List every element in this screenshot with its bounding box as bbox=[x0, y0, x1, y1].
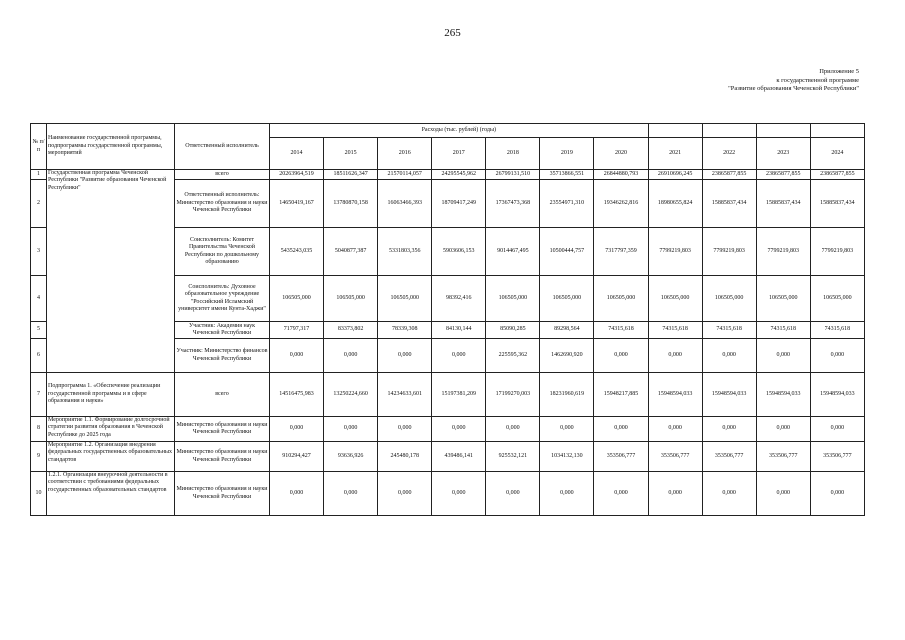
value-cell: 0,000 bbox=[756, 339, 810, 373]
empty-header-cell bbox=[702, 124, 756, 138]
value-cell: 15948594,033 bbox=[756, 373, 810, 417]
value-cell: 15948594,033 bbox=[702, 373, 756, 417]
appendix-line-3: "Развитие образования Чеченской Республики" bbox=[728, 85, 859, 93]
value-cell: 0,000 bbox=[324, 472, 378, 516]
year-header-2018: 2018 bbox=[486, 138, 540, 170]
value-cell: 74315,618 bbox=[648, 322, 702, 339]
value-cell: 0,000 bbox=[540, 472, 594, 516]
value-cell: 106505,000 bbox=[648, 276, 702, 322]
value-cell: 0,000 bbox=[324, 339, 378, 373]
value-cell: 89298,564 bbox=[540, 322, 594, 339]
value-cell: 0,000 bbox=[594, 472, 648, 516]
value-cell: 0,000 bbox=[270, 417, 324, 442]
table-row bbox=[31, 170, 865, 180]
value-cell: 15948594,033 bbox=[810, 373, 864, 417]
value-cell: 14234633,601 bbox=[378, 373, 432, 417]
year-header-2023: 2023 bbox=[756, 138, 810, 170]
year-header-2015: 2015 bbox=[324, 138, 378, 170]
value-cell: 0,000 bbox=[378, 417, 432, 442]
value-cell: 5331803,356 bbox=[378, 228, 432, 276]
executor-cell: всего bbox=[175, 170, 270, 180]
activity-name: Мероприятие 1.1. Формирование долгосрочной стратегии развития образования в Чеченской Республике до 2025 года bbox=[47, 417, 175, 442]
row-number: 3 bbox=[31, 228, 47, 276]
col-header-executor: Ответственный исполнитель bbox=[175, 124, 270, 170]
value-cell: 18511626,347 bbox=[324, 170, 378, 180]
program-name: Государственная программа Чеченской Республики "Развитие образования Чеченской Республики" bbox=[47, 170, 175, 373]
year-header-2014: 2014 bbox=[270, 138, 324, 170]
value-cell: 23554971,310 bbox=[540, 180, 594, 228]
value-cell: 225595,362 bbox=[486, 339, 540, 373]
empty-header-cell bbox=[756, 124, 810, 138]
value-cell: 7799219,803 bbox=[702, 228, 756, 276]
executor-cell: Участник: Министерство финансов Чеченской Республики bbox=[175, 339, 270, 373]
col-header-expenses: Расходы (тыс. рублей) (годы) bbox=[270, 124, 649, 138]
value-cell: 353506,777 bbox=[810, 442, 864, 472]
value-cell: 18709417,249 bbox=[432, 180, 486, 228]
value-cell: 0,000 bbox=[486, 472, 540, 516]
year-header-2016: 2016 bbox=[378, 138, 432, 170]
value-cell: 0,000 bbox=[594, 339, 648, 373]
value-cell: 74315,618 bbox=[594, 322, 648, 339]
value-cell: 15885837,434 bbox=[756, 180, 810, 228]
value-cell: 106505,000 bbox=[270, 276, 324, 322]
value-cell: 353506,777 bbox=[594, 442, 648, 472]
value-cell: 106505,000 bbox=[702, 276, 756, 322]
value-cell: 0,000 bbox=[324, 417, 378, 442]
value-cell: 106505,000 bbox=[378, 276, 432, 322]
value-cell: 7317797,359 bbox=[594, 228, 648, 276]
value-cell: 0,000 bbox=[756, 472, 810, 516]
executor-cell: Министерство образования и науки Чеченской Республики bbox=[175, 417, 270, 442]
activity-name: 1.2.1. Организация внеурочной деятельности в соответствии с требованиями федеральных государственных образовательных стандартов bbox=[47, 472, 175, 516]
page-number: 265 bbox=[444, 27, 461, 39]
value-cell: 353506,777 bbox=[702, 442, 756, 472]
value-cell: 23865877,855 bbox=[756, 170, 810, 180]
value-cell: 84130,144 bbox=[432, 322, 486, 339]
value-cell: 18231960,619 bbox=[540, 373, 594, 417]
row-number: 9 bbox=[31, 442, 47, 472]
row-number: 5 bbox=[31, 322, 47, 339]
value-cell: 7799219,803 bbox=[810, 228, 864, 276]
value-cell: 7799219,803 bbox=[648, 228, 702, 276]
year-header-2017: 2017 bbox=[432, 138, 486, 170]
table-row bbox=[31, 417, 865, 442]
value-cell: 24295545,962 bbox=[432, 170, 486, 180]
empty-header-cell bbox=[810, 124, 864, 138]
value-cell: 9014467,495 bbox=[486, 228, 540, 276]
value-cell: 1034132,130 bbox=[540, 442, 594, 472]
value-cell: 19346262,816 bbox=[594, 180, 648, 228]
value-cell: 26910696,245 bbox=[648, 170, 702, 180]
row-number: 6 bbox=[31, 339, 47, 373]
value-cell: 0,000 bbox=[432, 339, 486, 373]
value-cell: 353506,777 bbox=[648, 442, 702, 472]
value-cell: 26799131,510 bbox=[486, 170, 540, 180]
year-header-2021: 2021 bbox=[648, 138, 702, 170]
value-cell: 71797,317 bbox=[270, 322, 324, 339]
value-cell: 0,000 bbox=[756, 417, 810, 442]
table-row bbox=[31, 373, 865, 417]
executor-cell: Участник: Академия наук Чеченской Республики bbox=[175, 322, 270, 339]
year-header-2024: 2024 bbox=[810, 138, 864, 170]
value-cell: 15948217,885 bbox=[594, 373, 648, 417]
value-cell: 5040877,387 bbox=[324, 228, 378, 276]
row-number: 8 bbox=[31, 417, 47, 442]
appendix-line-1: Приложение 5 bbox=[819, 68, 859, 75]
row-number: 1 bbox=[31, 170, 47, 180]
value-cell: 23865877,855 bbox=[810, 170, 864, 180]
value-cell: 13250224,660 bbox=[324, 373, 378, 417]
value-cell: 0,000 bbox=[540, 417, 594, 442]
value-cell: 17367473,368 bbox=[486, 180, 540, 228]
value-cell: 353506,777 bbox=[756, 442, 810, 472]
table-row bbox=[31, 472, 865, 516]
year-header-2022: 2022 bbox=[702, 138, 756, 170]
value-cell: 0,000 bbox=[810, 417, 864, 442]
value-cell: 0,000 bbox=[486, 417, 540, 442]
value-cell: 17199270,003 bbox=[486, 373, 540, 417]
value-cell: 439486,141 bbox=[432, 442, 486, 472]
value-cell: 0,000 bbox=[270, 472, 324, 516]
row-number: 4 bbox=[31, 276, 47, 322]
value-cell: 245480,178 bbox=[378, 442, 432, 472]
expenses-table bbox=[30, 123, 865, 516]
value-cell: 74315,618 bbox=[756, 322, 810, 339]
value-cell: 93636,926 bbox=[324, 442, 378, 472]
value-cell: 35713866,551 bbox=[540, 170, 594, 180]
value-cell: 98392,416 bbox=[432, 276, 486, 322]
value-cell: 78339,308 bbox=[378, 322, 432, 339]
value-cell: 0,000 bbox=[432, 472, 486, 516]
appendix-line-2: к государственной программе bbox=[776, 76, 859, 84]
value-cell: 910294,427 bbox=[270, 442, 324, 472]
value-cell: 0,000 bbox=[432, 417, 486, 442]
appendix-note bbox=[728, 68, 859, 94]
value-cell: 0,000 bbox=[378, 339, 432, 373]
year-header-2020: 2020 bbox=[594, 138, 648, 170]
value-cell: 106505,000 bbox=[756, 276, 810, 322]
value-cell: 106505,000 bbox=[810, 276, 864, 322]
value-cell: 0,000 bbox=[648, 472, 702, 516]
value-cell: 0,000 bbox=[648, 339, 702, 373]
executor-cell: Соисполнитель: Комитет Правительства Чеченской Республики по дошкольному образованию bbox=[175, 228, 270, 276]
row-number: 7 bbox=[31, 373, 47, 417]
value-cell: 7799219,803 bbox=[756, 228, 810, 276]
expenses-table-body bbox=[31, 124, 865, 516]
value-cell: 5435243,035 bbox=[270, 228, 324, 276]
row-number: 10 bbox=[31, 472, 47, 516]
value-cell: 14516475,983 bbox=[270, 373, 324, 417]
value-cell: 15197381,209 bbox=[432, 373, 486, 417]
value-cell: 1462690,920 bbox=[540, 339, 594, 373]
empty-header-cell bbox=[648, 124, 702, 138]
value-cell: 20263964,519 bbox=[270, 170, 324, 180]
executor-cell: Министерство образования и науки Чеченской Республики bbox=[175, 472, 270, 516]
value-cell: 0,000 bbox=[810, 472, 864, 516]
value-cell: 0,000 bbox=[702, 472, 756, 516]
executor-cell: Министерство образования и науки Чеченской Республики bbox=[175, 442, 270, 472]
value-cell: 15948594,033 bbox=[648, 373, 702, 417]
value-cell: 13780870,158 bbox=[324, 180, 378, 228]
value-cell: 0,000 bbox=[702, 417, 756, 442]
executor-cell: всего bbox=[175, 373, 270, 417]
value-cell: 10500444,757 bbox=[540, 228, 594, 276]
value-cell: 15885837,434 bbox=[810, 180, 864, 228]
value-cell: 83373,802 bbox=[324, 322, 378, 339]
value-cell: 0,000 bbox=[648, 417, 702, 442]
value-cell: 14650419,167 bbox=[270, 180, 324, 228]
value-cell: 26844880,793 bbox=[594, 170, 648, 180]
value-cell: 21570114,057 bbox=[378, 170, 432, 180]
value-cell: 0,000 bbox=[270, 339, 324, 373]
value-cell: 18980655,824 bbox=[648, 180, 702, 228]
header-row-1 bbox=[31, 124, 865, 138]
value-cell: 106505,000 bbox=[486, 276, 540, 322]
value-cell: 15885837,434 bbox=[702, 180, 756, 228]
value-cell: 106505,000 bbox=[594, 276, 648, 322]
executor-cell: Ответственный исполнитель: Министерство образования и науки Чеченской Республики bbox=[175, 180, 270, 228]
value-cell: 0,000 bbox=[702, 339, 756, 373]
year-header-2019: 2019 bbox=[540, 138, 594, 170]
value-cell: 0,000 bbox=[594, 417, 648, 442]
value-cell: 16063466,393 bbox=[378, 180, 432, 228]
value-cell: 0,000 bbox=[378, 472, 432, 516]
subprogram-name: Подпрограмма 1. «Обеспечение реализации государственной программы и в сфере образования и науки» bbox=[47, 373, 175, 417]
value-cell: 106505,000 bbox=[324, 276, 378, 322]
executor-cell: Соисполнитель: Духовное образовательное учреждение "Российский Исламский университет имени Кунта-Хаджи" bbox=[175, 276, 270, 322]
value-cell: 0,000 bbox=[810, 339, 864, 373]
activity-name: Мероприятие 1.2. Организация внедрения федеральных государственных образовательных стандартов bbox=[47, 442, 175, 472]
value-cell: 85090,285 bbox=[486, 322, 540, 339]
col-header-number: № п/п bbox=[31, 124, 47, 170]
value-cell: 5903606,153 bbox=[432, 228, 486, 276]
value-cell: 74315,618 bbox=[810, 322, 864, 339]
value-cell: 74315,618 bbox=[702, 322, 756, 339]
value-cell: 925532,121 bbox=[486, 442, 540, 472]
row-number: 2 bbox=[31, 180, 47, 228]
col-header-name: Наименование государственной программы, подпрограммы государственной программы, мероприятий bbox=[47, 124, 175, 170]
value-cell: 106505,000 bbox=[540, 276, 594, 322]
table-row bbox=[31, 442, 865, 472]
value-cell: 23865877,855 bbox=[702, 170, 756, 180]
